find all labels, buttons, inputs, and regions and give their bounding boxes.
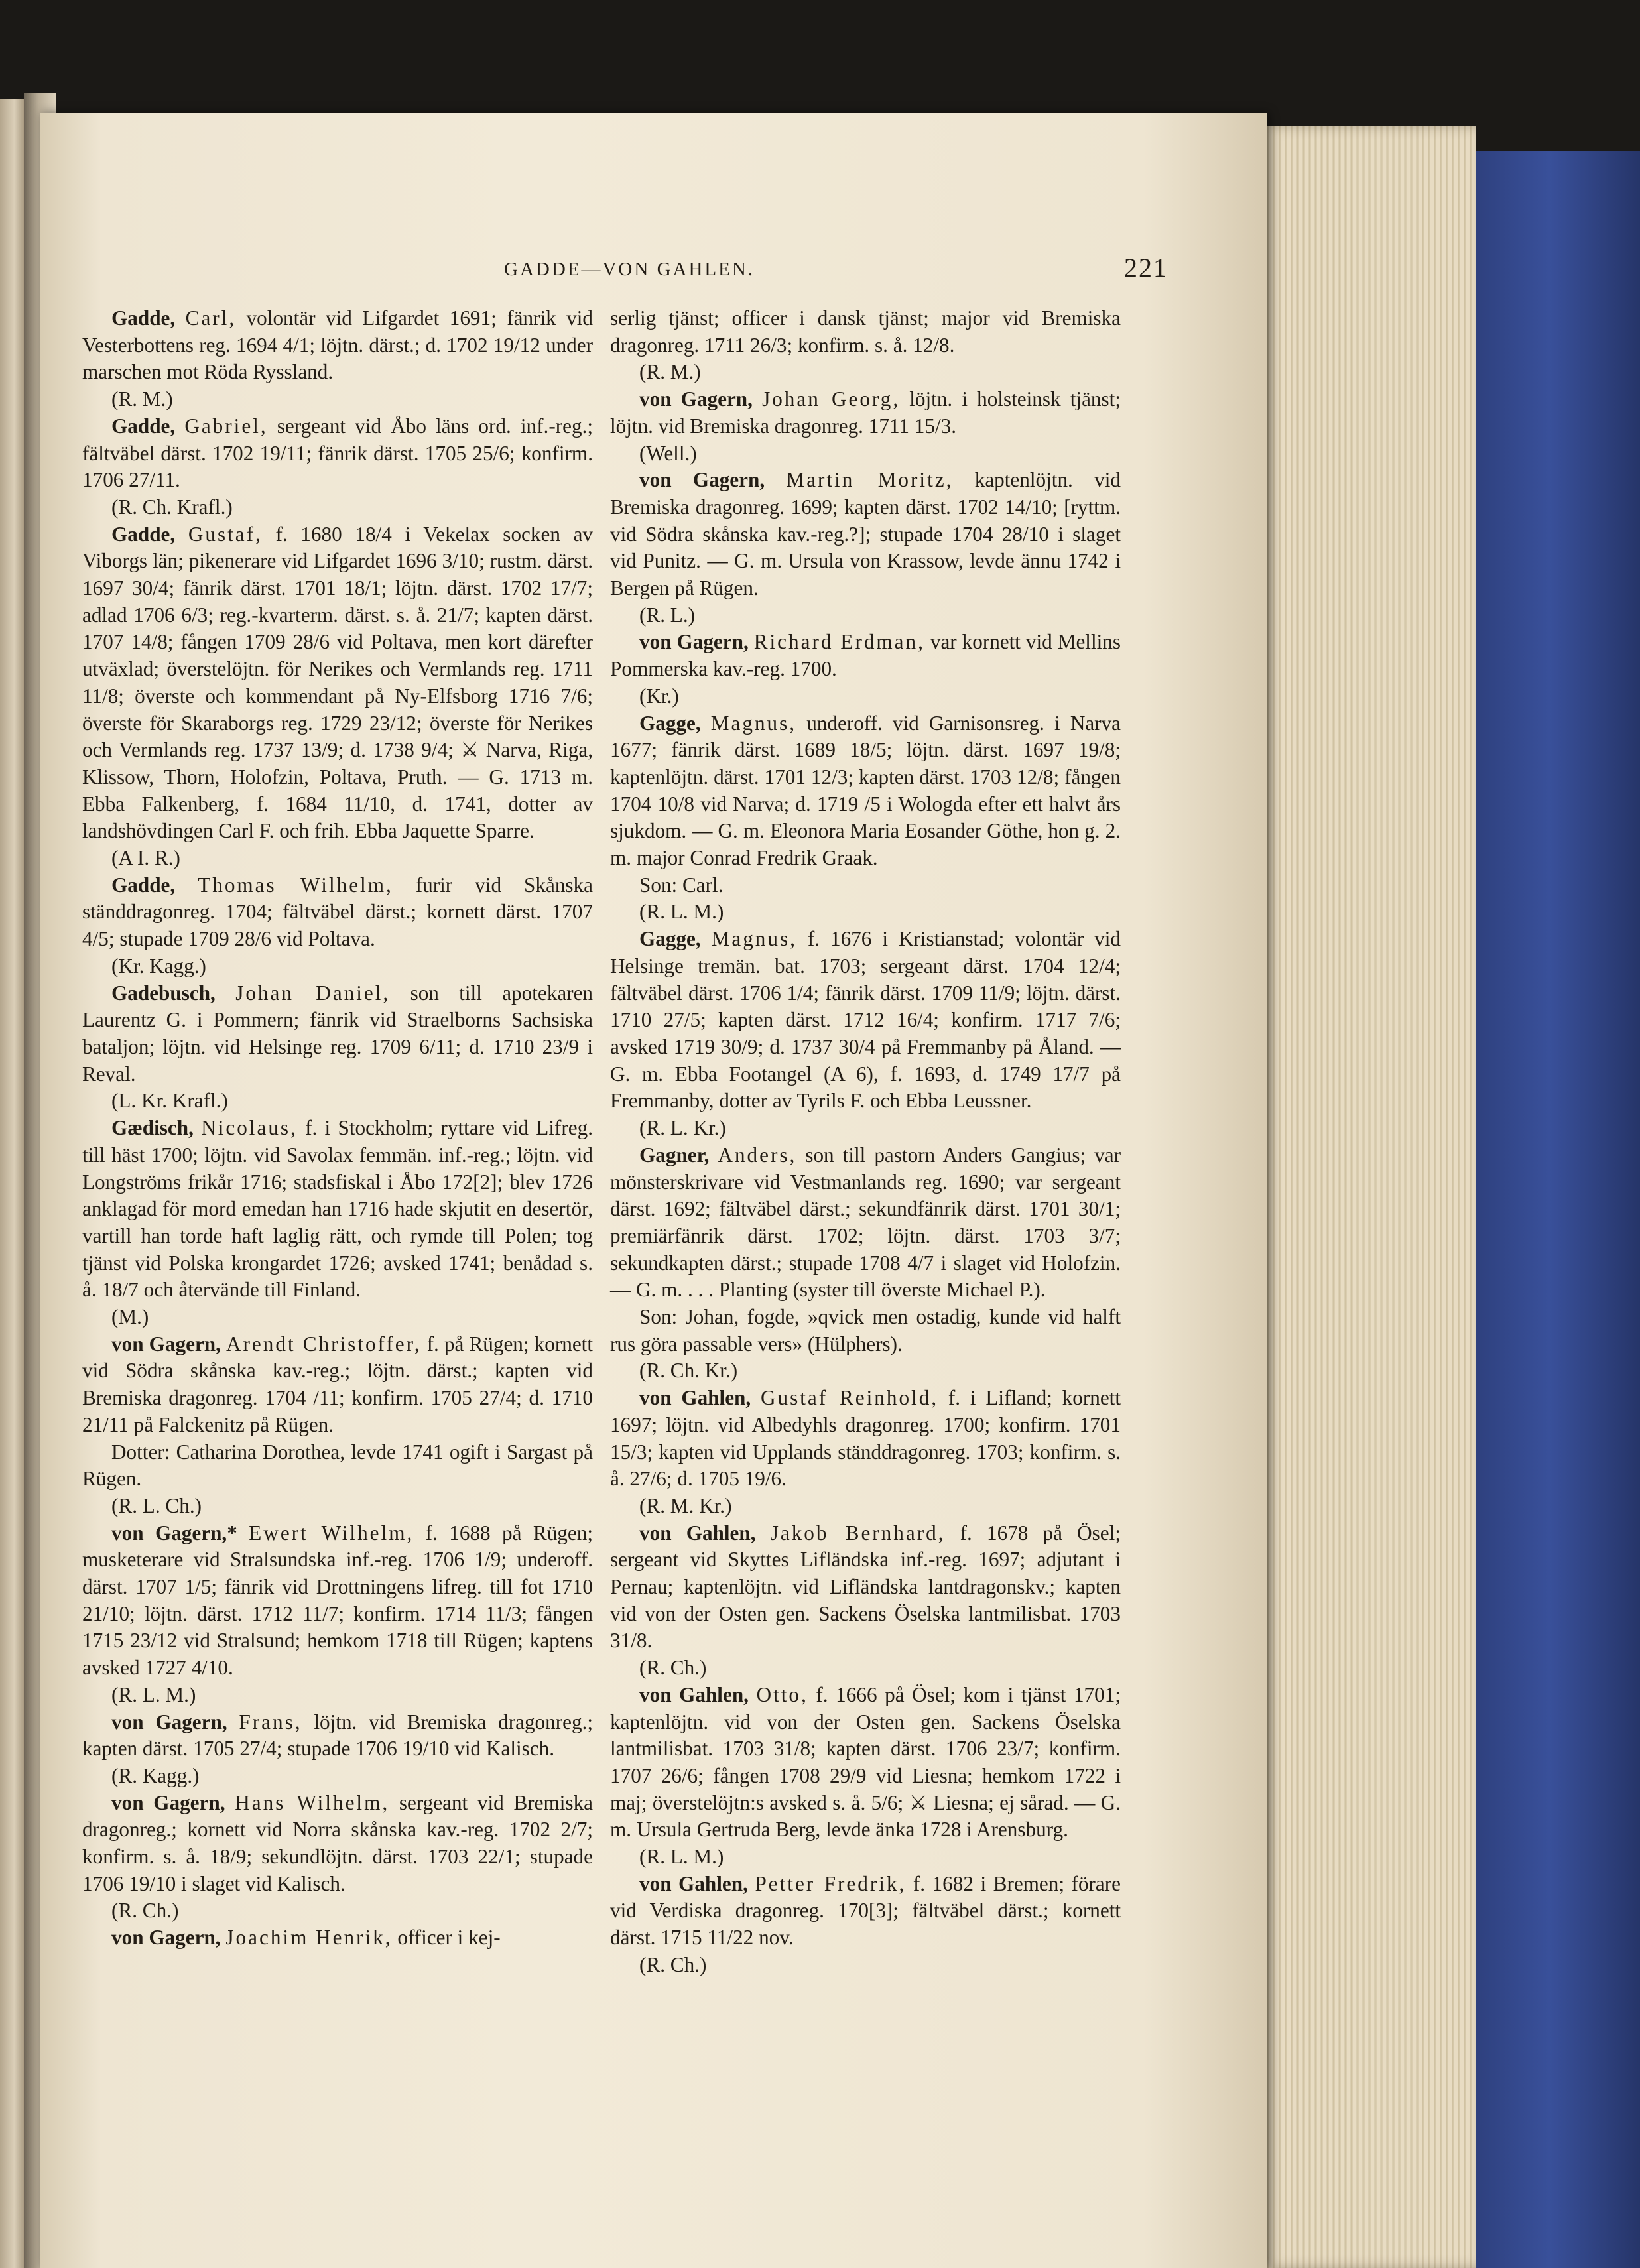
entry-surname: Gadde,	[111, 414, 176, 438]
biographical-entry	[82, 305, 593, 386]
entry-given-name: Nicolaus,	[201, 1116, 298, 1140]
biographical-entry	[610, 926, 1121, 1115]
biographical-entry	[82, 521, 593, 845]
source-reference: (R. Ch. Krafl.)	[111, 495, 233, 519]
book-page	[40, 113, 1267, 2268]
entry-note: Son: Carl.	[639, 873, 724, 897]
entry-given-name: Carl,	[185, 306, 237, 330]
entry-text: f. i Stockholm; ryttare vid Lifreg. till häst 1700; löjtn. vid Savolax femmän. inf.-reg.; löjtn. vid Longströms frikår 1716; stadsfiskal i Åbo 172[2]; blev 1726 anklagad för mord emedan han 1716 hade skjutit en desertör, vartill han torde haft laglig rätt, och rymde till Polen; tog tjänst vid Polska krongardet 1726; avsked 1741; benådad s. å. 18/7 och återvände till Finland.	[82, 1116, 594, 1302]
source-reference: (R. L. Ch.)	[111, 1493, 202, 1517]
running-head: GADDE—VON GAHLEN.	[504, 259, 755, 280]
entry-given-name: Gustaf Reinhold,	[761, 1386, 939, 1410]
book-cover	[1459, 151, 1640, 2268]
entry-text: löjtn. vid Bremiska dragonreg.; kapten därst. 1705 27/4; stupade 1706 19/10 vid Kalisch.	[82, 1710, 594, 1761]
entry-surname: von Gagern,	[639, 468, 765, 492]
entry-note: Dotter: Catharina Dorothea, levde 1741 ogift i Sargast på Rügen.	[82, 1440, 593, 1491]
entry-text: f. 1682 i Bremen; förare vid Verdiska dragonreg. 170[3]; fältväbel därst.; kornett därst. 1715 11/22 nov.	[610, 1871, 1121, 1950]
biographical-entry	[610, 1682, 1121, 1844]
source-reference: (R. Ch.)	[639, 1656, 707, 1680]
entry-surname: Gadde,	[111, 522, 176, 546]
biographical-entry	[82, 872, 593, 953]
entry-surname: von Gahlen,	[639, 1682, 749, 1706]
entry-text: f. i Lifland; kornett 1697; löjtn. vid Albedyhls dragonreg. 1700; konfirm. 1701 15/3; kapten vid Upplands ständdragonreg. 1703; konfirm. s. å. 27/6; d. 1705 19/6.	[610, 1386, 1121, 1491]
source-reference: (L. Kr. Krafl.)	[111, 1089, 228, 1113]
biographical-entry	[82, 1924, 593, 1952]
entry-given-name: Jakob Bernhard,	[770, 1521, 946, 1544]
left-column	[82, 305, 593, 1952]
entry-given-name: Ewert Wilhelm,	[249, 1521, 414, 1544]
source-reference: (R. Ch.)	[639, 1952, 707, 1976]
biographical-entry	[82, 1115, 593, 1304]
entry-surname: von Gahlen,	[639, 1871, 748, 1895]
entry-surname: Gagge,	[639, 927, 701, 951]
source-reference: (R. L. M.)	[639, 900, 724, 924]
entry-given-name: Magnus,	[711, 927, 797, 951]
entry-continuation: serlig tjänst; officer i dansk tjänst; major vid Bremiska dragonreg. 1711 26/3; konfirm. s. å. 12/8.	[610, 306, 1121, 357]
biographical-entry	[610, 710, 1121, 872]
biographical-entry	[610, 629, 1121, 682]
biographical-entry	[82, 413, 593, 494]
entry-text: son till pastorn Anders Gangius; var mönsterskrivare vid Vestmanlands reg. 1690; var sergeant därst. 1692; fältväbel därst.; sekundfänrik därst. 1701 30/1; premiärfänrik därst. 1702; löjtn. därst. 1703 3/7; sekundkapten därst.; stupade 1708 4/7 i slaget vid Holofzin. — G. m. . . . Planting (syster till överste Michael P.).	[610, 1143, 1121, 1302]
biographical-entry	[610, 1142, 1121, 1304]
source-reference: (Well.)	[639, 441, 697, 465]
biographical-entry	[82, 1709, 593, 1763]
entry-given-name: Otto,	[756, 1682, 808, 1706]
right-column	[610, 305, 1121, 1979]
biographical-entry	[610, 386, 1121, 440]
entry-surname: Gagge,	[639, 711, 701, 735]
entry-given-name: Gabriel,	[184, 414, 268, 438]
entry-text: f. 1676 i Kristianstad; volontär vid Helsinge tremän. bat. 1703; sergeant därst. 1704 12/4; fältväbel därst. 1706 1/4; fänrik därst. 1709 11/9; löjtn. därst. 1710 27/5; kapten därst. 1712 16/4; konfirm. 1717 7/6; avsked 1719 30/9; d. 1737 30/4 på Fremmanby på Åland. — G. m. Ebba Footangel (A 6), f. 1693, d. 1749 17/7 på Fremmanby, dotter av Tyrils F. och Ebba Leussner.	[610, 927, 1121, 1113]
entry-given-name: Frans,	[239, 1710, 302, 1733]
entry-text: volontär vid Lifgardet 1691; fänrik vid Vesterbottens reg. 1694 4/1; löjtn. därst.; d. 1702 19/12 under marschen mot Röda Ryssland.	[82, 306, 594, 384]
entry-note: Son: Johan, fogde, »qvick men ostadig, kunde vid halft rus göra passable vers» (Hülphers).	[610, 1305, 1121, 1355]
entry-surname: Gadde,	[111, 306, 176, 330]
entry-text: löjtn. i holsteinsk tjänst; löjtn. vid Bremiska dragonreg. 1711 15/3.	[610, 387, 1121, 438]
source-reference: (R. L. M.)	[111, 1682, 196, 1706]
source-reference: (R. L. M.)	[639, 1845, 724, 1869]
entry-text: furir vid Skånska ständdragonreg. 1704; fältväbel därst.; kornett därst. 1707 4/5; stupade 1709 28/6 vid Poltava.	[82, 873, 593, 951]
entry-text: f. 1680 18/4 i Vekelax socken av Viborgs län; pikenerare vid Lifgardet 1696 3/10; rustm. därst. 1697 30/4; fänrik därst. 1701 18/1; löjtn. därst. 1702 17/7; adlad 1706 6/3; reg.-kvarterm. därst. s. å. 21/7; kapten därst. 1707 14/8; fången 1709 28/6 vid Poltava, men kort därefter utväxlad; överstelöjtn. för Nerikes och Vermlands reg. 1711 11/8; överste och kommendant på Ny-Elfsborg 1716 7/6; överste för Skaraborgs reg. 1729 23/12; överste för Nerikes och Vermlands reg. 1737 13/9; d. 1738 9/4; ⚔ Narva, Riga, Klissow, Thorn, Holofzin, Poltava, Pruth. — G. 1713 m. Ebba Falkenberg, f. 1684 11/10, d. 1741, dotter av landshövdingen Carl F. och frih. Ebba Jaquette Sparre.	[82, 522, 594, 843]
entry-surname: von Gagern,	[111, 1926, 221, 1950]
entry-text: f. på Rügen; kornett vid Södra skånska kav.-reg.; löjtn. därst.; kapten vid Bremiska dragonreg. 1704 /11; konfirm. 1705 27/4; d. 1710 21/11 på Falckenitz på Rügen.	[82, 1332, 593, 1436]
entry-given-name: Magnus,	[710, 711, 797, 735]
biographical-entry	[82, 1520, 593, 1682]
biographical-entry	[610, 1520, 1121, 1655]
entry-surname: von Gagern,*	[111, 1521, 237, 1544]
entry-text: officer i kej-	[392, 1926, 501, 1950]
entry-given-name: Anders,	[718, 1143, 797, 1166]
entry-surname: Gædisch,	[111, 1116, 194, 1140]
entry-given-name: Gustaf,	[188, 522, 263, 546]
entry-given-name: Arendt Christoffer,	[226, 1332, 422, 1355]
source-reference: (Kr. Kagg.)	[111, 954, 206, 977]
entry-given-name: Johan Daniel,	[235, 981, 391, 1005]
entry-surname: von Gahlen,	[639, 1521, 756, 1544]
entry-text: sergeant vid Åbo läns ord. inf.-reg.; fältväbel därst. 1702 19/11; fänrik därst. 1705 25/6; konfirm. 1706 27/11.	[82, 414, 593, 492]
biographical-entry	[82, 1790, 593, 1898]
biographical-entry	[82, 980, 593, 1088]
entry-given-name: Petter Fredrik,	[755, 1871, 907, 1895]
entry-surname: von Gagern,	[111, 1710, 227, 1733]
source-reference: (R. L. Kr.)	[639, 1116, 726, 1140]
source-reference: (R. M.)	[639, 360, 701, 384]
entry-surname: von Gagern,	[111, 1332, 221, 1355]
entry-text: f. 1688 på Rügen; musketerare vid Stralsundska inf.-reg. 1706 1/9; underoff. därst. 1707 1/5; fänrik vid Drottningens lifreg. till fot 1710 21/10; löjtn. därst. 1712 11/7; konfirm. 1714 11/3; fången 1715 23/12 vid Stralsund; hemkom 1718 till Rügen; kaptens avsked 1727 4/10.	[82, 1521, 594, 1680]
entry-text: son till apotekaren Laurentz G. i Pommern; fänrik vid Straelborns Sachsiska bataljon; löjtn. vid Helsinge reg. 1709 6/11; d. 1710 23/9 i Reval.	[82, 981, 594, 1086]
entry-text: f. 1666 på Ösel; kom i tjänst 1701; kaptenlöjtn. vid von der Osten gen. Sackens Öselska lantmilisbat. 1703 31/8; kapten därst. 1706 23/7; konfirm. 1707 26/6; fången 1708 29/9 vid Liesna; hemkom 1722 i maj; överstelöjtn:s avsked s. å. 5/6; ⚔ Liesna; ej sårad. — G. m. Ursula Gertruda Berg, levde änka 1728 i Arensburg.	[610, 1682, 1121, 1842]
source-reference: (R. Ch.)	[111, 1899, 179, 1922]
biographical-entry	[610, 1385, 1121, 1493]
source-reference: (R. M.)	[111, 387, 173, 411]
entry-text: var kornett vid Mellins Pommerska kav.-reg. 1700.	[610, 630, 1121, 681]
entry-given-name: Thomas Wilhelm,	[198, 873, 393, 897]
entry-surname: Gadde,	[111, 873, 176, 897]
facing-page-edge	[0, 99, 24, 2268]
biographical-entry	[610, 467, 1121, 602]
entry-given-name: Joachim Henrik,	[225, 1926, 393, 1950]
entry-surname: Gadebusch,	[111, 981, 216, 1005]
source-reference: (R. Kagg.)	[111, 1763, 200, 1787]
entry-text: f. 1678 på Ösel; sergeant vid Skyttes Lifländska inf.-reg. 1697; adjutant i Pernau; kaptenlöjtn. vid Lifländska lantdragonskv.; kapten vid von der Osten gen. Sackens Öselska lantmilisbat. 1703 31/8.	[610, 1521, 1121, 1653]
entry-given-name: Martin Moritz,	[786, 468, 954, 492]
entry-surname: von Gagern,	[639, 387, 753, 411]
source-reference: (M.)	[111, 1305, 149, 1329]
source-reference: (R. L.)	[639, 603, 696, 627]
source-reference: (R. Ch. Kr.)	[639, 1359, 738, 1383]
entry-surname: Gagner,	[639, 1143, 710, 1166]
entry-text: kaptenlöjtn. vid Bremiska dragonreg. 1699; kapten därst. 1702 14/10; [ryttm. vid Södra skånska kav.-reg.?]; stupade 1704 28/10 i slaget vid Punitz. — G. m. Ursula von Krassow, levde ännu 1742 i Bergen på Rügen.	[610, 468, 1121, 600]
source-reference: (R. M. Kr.)	[639, 1493, 732, 1517]
entry-text: underoff. vid Garnisonsreg. i Narva 1677; fänrik därst. 1689 18/5; löjtn. därst. 1697 19/8; kaptenlöjtn. därst. 1701 12/3; kapten därst. 1703 12/8; fången 1704 10/8 vid Narva; d. 1719 /5 i Wologda efter ett halvt års sjukdom. — G. m. Eleonora Maria Eosander Göthe, hon g. 2. m. major Conrad Fredrik Graak.	[610, 711, 1121, 870]
entry-text: sergeant vid Bremiska dragonreg.; kornett vid Norra skånska kav.-reg. 1702 2/7; konfirm. s. å. 18/9; sekundlöjtn. därst. 1703 22/1; stupade 1706 19/10 i slaget vid Kalisch.	[82, 1791, 593, 1895]
page-number: 221	[1124, 253, 1168, 283]
page-block-edge	[1263, 126, 1476, 2268]
entry-given-name: Johan Georg,	[762, 387, 901, 411]
entry-surname: von Gahlen,	[639, 1386, 751, 1410]
source-reference: (A I. R.)	[111, 846, 180, 870]
biographical-entry	[82, 1331, 593, 1439]
entry-surname: von Gagern,	[111, 1791, 225, 1814]
biographical-entry	[610, 1871, 1121, 1952]
source-reference: (Kr.)	[639, 684, 679, 708]
entry-given-name: Richard Erdman,	[753, 630, 925, 654]
entry-given-name: Hans Wilhelm,	[235, 1791, 390, 1814]
entry-surname: von Gagern,	[639, 630, 749, 654]
